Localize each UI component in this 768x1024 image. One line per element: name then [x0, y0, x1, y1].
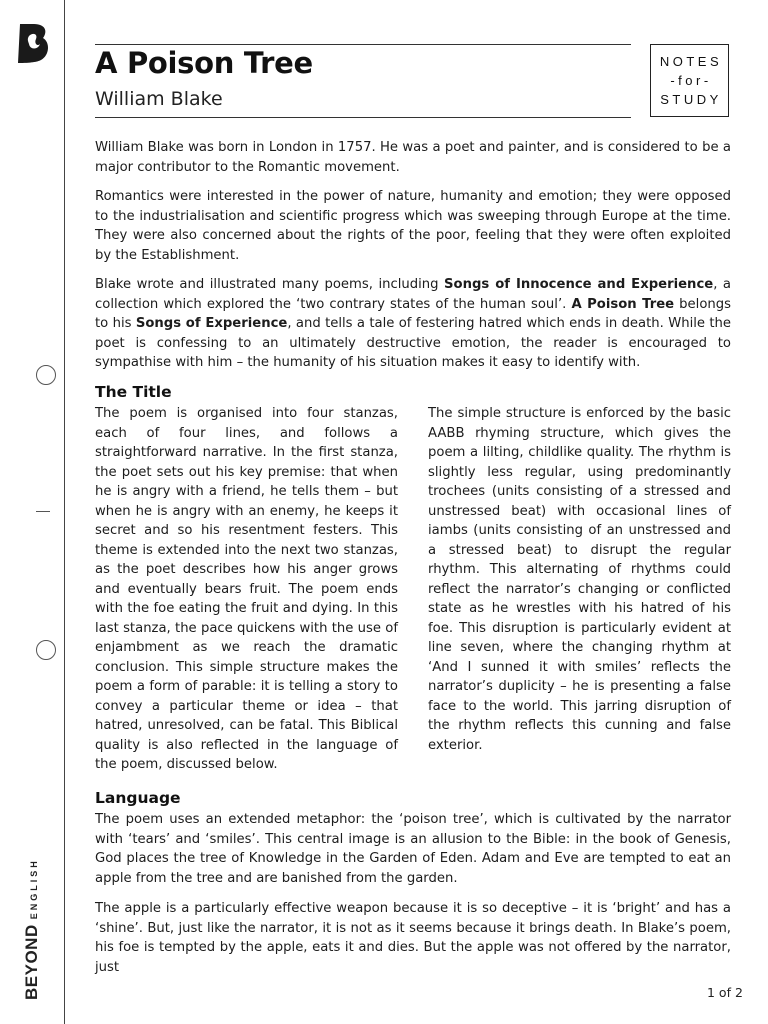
title-column-left: The poem is organised into four stanzas, each of four lines, and follows a straightforward narrative. In the first stanza, the poet sets out his key premise: that when he is angry with a friend, he tells them – but when he is angry with an enemy, he keeps it secret and so his resentment festers. This theme is extended into the next two stanzas, as the poet describes how his anger grows and eventually bears fruit. The poem ends with the foe eating the fruit and dying. In this last stanza, the pace quickens with the use of enjambment as we reach the dramatic conclusion. This simple structure makes the poem a form of parable: it is telling a story to convey a particular theme or idea – that hatred, unresolved, can be fatal. This Biblical quality is also reflected in the language of the poem, discussed below. — [95, 406, 398, 772]
page-number: 1 of 2 — [707, 985, 743, 1000]
intro-p3-text-a: Blake wrote and illustrated many poems, including — [95, 277, 445, 292]
intro-paragraph-2: Romantics were interested in the power of nature, humanity and emotion; they were opposed to the industrialisation and scientific progress which was sweeping through Europe at the time. They were also concerned about the rights of the poor, feeling that they were often exploited by the Establishment. — [95, 189, 731, 263]
intro-p3-bold-collection: Songs of Innocence and Experience — [444, 277, 714, 292]
badge-line-study: STUDY — [660, 92, 722, 107]
intro-p3-text-c: , a collection which explored the ‘two contrary states of the human soul’. — [95, 277, 732, 312]
badge-line-for: -for- — [670, 73, 712, 88]
section-heading-title: The Title — [95, 383, 172, 401]
author-name: William Blake — [95, 88, 223, 110]
section-heading-language: Language — [95, 789, 181, 807]
beyond-logo-icon — [14, 22, 52, 64]
brand-word: BEYOND — [22, 924, 41, 1000]
header-rule-bottom — [95, 117, 631, 118]
language-paragraph-2: The apple is a particularly effective weapon because it is so deceptive – it is ‘bright’ and has a ‘shine’. But, just like the narrator, it is not as it seems because it brings death. In Blake’s poem, his foe is tempted by the apple, eats it and dies. But the apple was not offered by the narrator, just — [95, 901, 731, 975]
margin-rule — [64, 0, 65, 1024]
header-rule-top — [95, 44, 631, 45]
brand-vertical — [22, 858, 42, 1000]
intro-paragraph-3 — [95, 275, 731, 373]
brand-sub: ENGLISH — [29, 858, 39, 920]
intro-p3-bold-songs: Songs of Experience — [135, 316, 288, 331]
intro-p3-text-d: belongs to his — [95, 296, 731, 331]
intro-p3-bold-poem: A Poison Tree — [571, 296, 675, 312]
language-paragraph-1: The poem uses an extended metaphor: the ‘poison tree’, which is cultivated by the narrator with ‘tears’ and ‘smiles’. This central image is an allusion to the Bible: in the book of Genesis, God places the tree of Knowledge in the Garden of Eden. Adam and Eve are tempted to eat an apple from the tree and are banished from the garden. — [95, 812, 731, 886]
badge-line-notes: NOTES — [659, 54, 723, 69]
intro-p3-text-e: , and tells a tale of festering hatred which ends in death. While the poet is confessing to an ultimately destructive emotion, the reader is encouraged to sympathise with him – the humanity of his situation makes it easy to identify with. — [95, 316, 732, 370]
punch-hole-bottom — [36, 640, 56, 660]
title-column-right: The simple structure is enforced by the basic AABB rhyming structure, which gives the poem a lilting, childlike quality. The rhythm is slightly less regular, using predominantly trochees (units consisting of a stressed and unstressed beat) with occasional lines of iambs (units consisting of an unstressed and a stressed beat) to disrupt the regular rhythm. This alternating of rhythms could reflect the narrator’s changing or conflicted state as he wrestles with his hatred of his foe. This disruption is particularly evident at line seven, where the changing rhythm at ‘And I sunned it with smiles’ reflects the narrator’s duplicity – he is presenting a false face to the world. This jarring disruption of the rhythm reflects this cunning and false exterior. — [428, 406, 731, 753]
notes-for-study-badge — [650, 44, 729, 117]
punch-hole-top — [36, 365, 56, 385]
page-title: A Poison Tree — [95, 46, 313, 80]
intro-paragraph-1: William Blake was born in London in 1757. He was a poet and painter, and is considered to be a major contributor to the Romantic movement. — [95, 140, 731, 175]
fold-mark — [36, 511, 50, 512]
